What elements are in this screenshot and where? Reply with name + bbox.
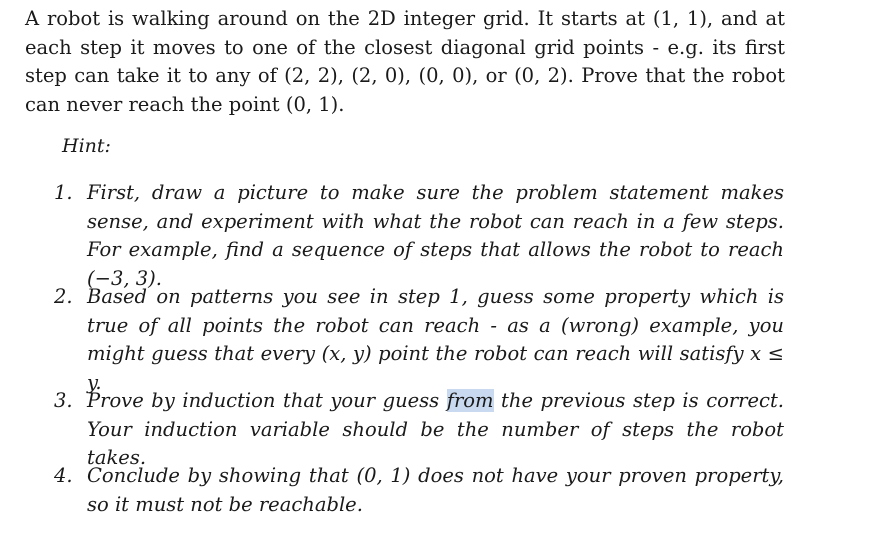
problem-statement: A robot is walking around on the 2D integer grid. It starts at (1, 1), and at each step it moves to one of the closest diagonal grid points - e.g. its first step can take it to any of (2, 2), (2, 0), (0, 0), or (0, 2). Prove that the robot can never reach the point (0, 1). xyxy=(25,7,785,116)
hint-item-number: 4. xyxy=(54,464,73,487)
selected-text-highlight[interactable]: from xyxy=(446,389,494,412)
hint-text-after-selection: the previous step is correct. Your induction variable should be the number of steps the robot takes. xyxy=(87,389,784,469)
hint-item-text: Based on patterns you see in step 1, guess some property which is true of all points the robot can reach - as a (wrong) example, you might guess that every (x, y) point the robot can reach will satisfy x ≤ y. xyxy=(87,285,784,394)
hint-item-text: Conclude by showing that (0, 1) does not have your proven property, so it must not be reachable. xyxy=(87,464,784,516)
hint-text-before-selection: Prove by induction that your guess xyxy=(87,389,447,412)
hint-item-2 xyxy=(54,283,784,397)
hint-item-number: 2. xyxy=(54,285,73,308)
hint-item-text: First, draw a picture to make sure the problem statement makes sense, and experiment with what the robot can reach in a few steps. For example, find a sequence of steps that allows the robot to reach (−3, 3). xyxy=(87,181,784,290)
hint-item-text xyxy=(87,387,784,473)
hint-item-number: 1. xyxy=(54,181,73,204)
hint-item-number: 3. xyxy=(54,389,73,412)
hint-label: Hint: xyxy=(62,135,111,157)
hint-item-4 xyxy=(54,462,784,519)
hint-item-3 xyxy=(54,387,784,473)
hint-item-1 xyxy=(54,179,784,293)
